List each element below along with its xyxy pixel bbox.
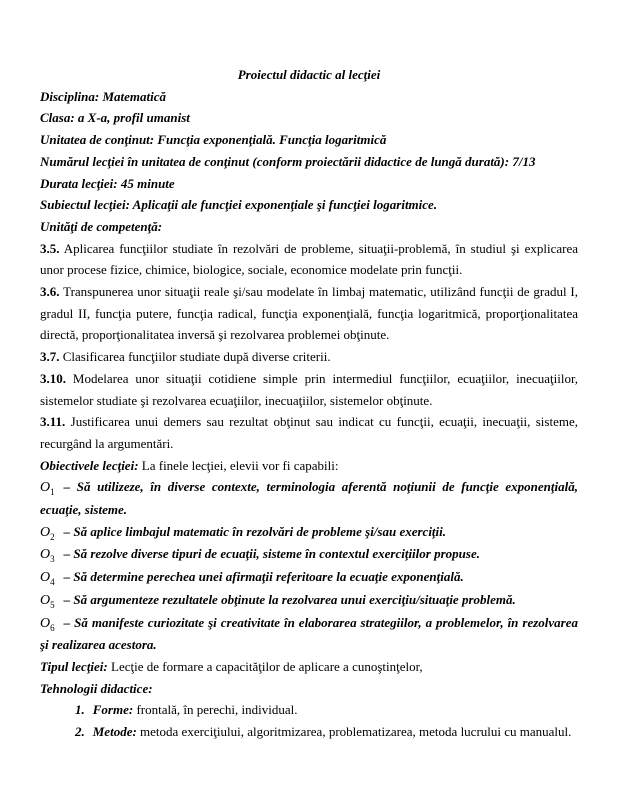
objective-text: – Să manifeste curiozitate şi creativitate în elaborarea strategiilor, a problemelor, în rezolvarea şi realizarea acestora. (40, 614, 578, 653)
list-number: 1. (75, 702, 85, 718)
competency-paragraph-3-11 (40, 411, 578, 454)
objective-text: – Să argumenteze rezultatele obţinute la rezolvarea unui exerciţiu/situaţie problemă. (63, 591, 516, 607)
meta-line-unitatea: Unitatea de conţinut: Funcţia exponenţială. Funcţia logaritmică (40, 132, 387, 148)
meta-line-numarul: Numărul lecţiei în unitatea de conţinut (conform proiectării didactice de lungă durată): 7/13 (40, 153, 536, 169)
competency-number: 3.6. (40, 284, 60, 300)
list-label: Metode: (92, 724, 137, 740)
lesson-type-label: Tipul lecţiei: (40, 658, 108, 674)
list-label: Forme: (92, 702, 134, 718)
competency-number: 3.5. (40, 240, 60, 256)
doc-title: Proiectul didactic al lecţiei (237, 67, 381, 82)
objective-text: – Să aplice limbajul matematic în rezolvări de probleme şi/sau exerciţii. (63, 523, 447, 539)
objective-symbol: $O_5$ (40, 592, 55, 610)
competency-text: Justificarea unui demers sau rezultat obţinut sau indicat cu funcţii, ecuaţii, inecuaţii, sisteme, recurgând la argumentări. (40, 414, 578, 451)
heading-tehnologii-didactice: Tehnologii didactice: (40, 680, 153, 696)
objective-symbol: $O_4$ (40, 570, 55, 587)
competency-number: 3.10. (40, 370, 66, 386)
objectives-intro-text: La finele lecţiei, elevii vor fi capabili: (141, 457, 339, 473)
competency-number: 3.7. (40, 349, 60, 365)
objective-line-4 (40, 566, 578, 589)
competency-paragraph-3-5 (40, 238, 578, 281)
lesson-type-line (40, 656, 578, 678)
competency-text: Aplicarea funcţiilor studiate în rezolvări de probleme, situaţii-problemă, în studiul şi explicarea unor procese fizice, chimice, biologice, sociale, economice modelate prin funcţii. (40, 240, 578, 278)
objective-text: – Să utilizeze, în diverse contexte, terminologia aferentă noţiunii de funcţie exponenţială, ecuaţie, sisteme. (40, 479, 578, 518)
objective-symbol: $O_1$ (40, 480, 55, 498)
competency-text: Modelarea unor situaţii cotidiene simple prin intermediul funcţiilor, ecuaţiilor, inecuaţiilor, sistemelor studiate şi rezolvarea ecuaţiilor, inecuaţiilor, sistemelor obţinute. (40, 370, 579, 408)
objectives-intro (40, 455, 578, 477)
list-text: metoda exerciţiului, algoritmizarea, problematizarea, metoda lucrului cu manualul. (140, 724, 572, 740)
objectives-intro-label: Obiectivele lecţiei: (40, 457, 139, 473)
technology-list-item-forme (40, 699, 578, 721)
competency-text: Transpunerea unor situaţii reale şi/sau modelate în limbaj matematic, utilizând funcţii de gradul I, gradul II, funcţia putere, funcţia radical, funcţia exponenţială, funcţia logaritmică, proporţionalitatea directă, proporţionalitatea inversă şi rezolvarea problemei obţinute. (40, 284, 578, 343)
objective-line-1 (40, 476, 578, 520)
meta-line-subiectul: Subiectul lecţiei: Aplicaţii ale funcţiei exponenţiale şi funcţiei logaritmice. (40, 197, 438, 213)
objective-line-3 (40, 543, 578, 566)
competency-paragraph-3-7 (40, 346, 578, 368)
heading-unitati-competenta: Unităţi de competenţă: (40, 218, 163, 234)
objective-line-2 (40, 521, 578, 544)
competency-text: Clasificarea funcţiilor studiate după diverse criterii. (62, 349, 331, 365)
objective-line-6 (40, 612, 578, 656)
meta-line-disciplina: Disciplina: Matematică (40, 88, 167, 104)
list-number: 2. (75, 724, 85, 740)
meta-line-durata: Durata lecţiei: 45 minute (40, 175, 175, 191)
competency-paragraph-3-10 (40, 368, 578, 411)
list-text: frontală, în perechi, individual. (136, 702, 298, 718)
technology-list-item-metode (40, 721, 578, 743)
objective-symbol: $O_3$ (40, 547, 55, 565)
lesson-type-text: Lecţie de formare a capacităţilor de aplicare a cunoştinţelor, (111, 658, 423, 674)
competency-number: 3.11. (40, 414, 66, 430)
competency-paragraph-3-6 (40, 281, 578, 346)
objective-text: – Să determine perechea unei afirmaţii referitoare la ecuaţie exponenţială. (63, 569, 464, 585)
objective-text: – Să rezolve diverse tipuri de ecuaţii, sisteme în contextul exerciţiilor propuse. (63, 546, 480, 562)
objective-line-5 (40, 589, 578, 612)
objective-symbol: $O_2$ (40, 524, 55, 542)
meta-line-clasa: Clasa: a X-a, profil umanist (40, 110, 190, 126)
objective-symbol: $O_6$ (40, 615, 55, 633)
